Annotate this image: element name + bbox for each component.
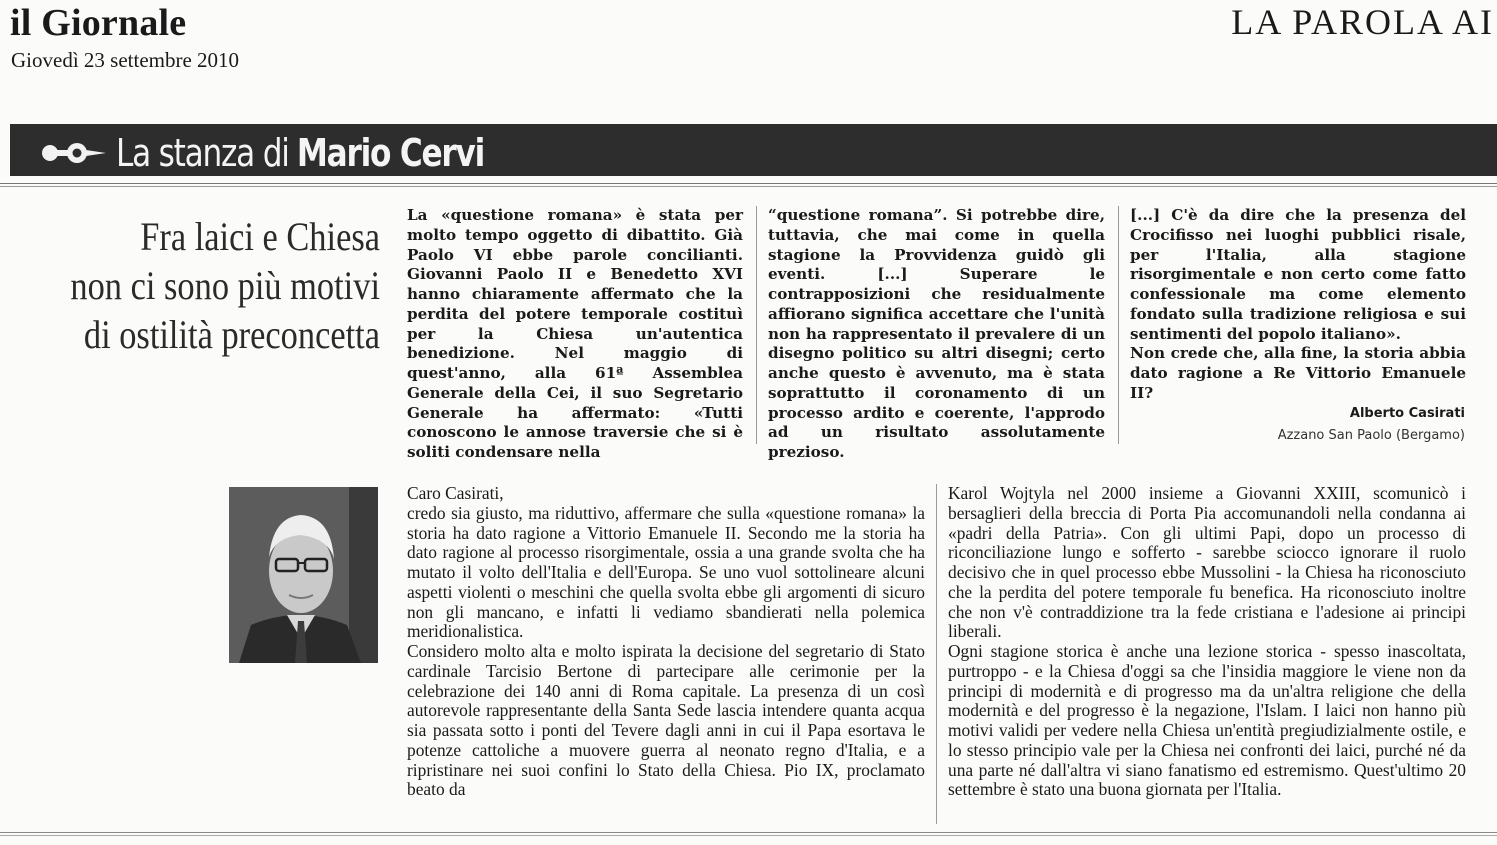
reply-column-2: [948, 484, 1466, 800]
reply-paragraph: Karol Wojtyla nel 2000 insieme a Giovanni XXIII, scomunicò i bersaglieri della breccia di Porta Pia accomunandoli nella condanna ai «padri della Patria». Con gli ultimi Papi, dopo un processo di riconciliazione lungo e sofferto - sarebbe sciocco ignorare il ruolo decisivo che in quel processo ebbe Mussolini - la Chiesa ha riconosciuto che la perdita del potere temporale fu benefica. Ha riconosciuto inoltre che non v'è contraddizione tra la fede cristiana e l'adesione ai principi liberali.: [948, 483, 1466, 642]
headline-line: non ci sono più motivi: [70, 263, 381, 308]
newspaper-name: il Giornale: [10, 2, 187, 44]
column-title: [116, 131, 484, 175]
divider: [0, 186, 1497, 187]
letter-paragraph: “questione romana”. Si potrebbe dire, tuttavia, che mai come in quella stagione la Provvidenza guidò gli eventi. [...] Superare le contrapposizioni che residualmente affiorano significa accettare che l'unità non ha rappresentato il prevalere di un disegno politico su altri disegni; certo anche questo è avvenuto, ma è stata soprattutto il coronamento di un processo ardito e coerente, l'approdo ad un risultato assolutamente prezioso.: [768, 206, 1105, 461]
headline-line: di ostilità preconcetta: [83, 312, 380, 357]
column-divider: [936, 484, 937, 824]
letter-column-2: [768, 206, 1105, 463]
letter-place: Azzano San Paolo (Bergamo): [1277, 428, 1465, 443]
column-divider: [756, 206, 757, 444]
author-photo: [229, 487, 378, 663]
letter-column-1: [407, 206, 743, 463]
reply-column-1: [407, 484, 925, 800]
reply-paragraph: Considero molto alta e molto ispirata la decisione del segretario di Stato cardinale Tarcisio Bertone di partecipare alle cerimonie per la celebrazione dei 140 anni di Roma capitale. La presenza di un così autorevole rappresentante della Santa Sede lascia intendere quanta acqua sia passata sotto i ponti del Tevere dagli anni in cui il Papa esortava le potenze cattoliche a muovere guerra al neonato regno d'Italia, e a ripristinare nei suoi confini lo Stato della Chiesa. Pio IX, proclamato beato da: [407, 641, 925, 800]
divider: [0, 832, 1497, 833]
letter-paragraph: [...] C'è da dire che la presenza del Crocifisso nei luoghi pubblici risale, per l'Italia, alla stagione risorgimentale e non certo come fatto confessionale ma come elemento fondato sulla tradizione religiosa e sui sentimenti del popolo italiano».: [1130, 206, 1466, 343]
letter-signature: Alberto Casirati: [1349, 406, 1465, 421]
publication-date: Giovedì 23 settembre 2010: [11, 48, 240, 72]
section-title: LA PAROLA AI: [1231, 2, 1494, 42]
column-divider: [1118, 206, 1119, 444]
reply-salutation: Caro Casirati,: [407, 483, 504, 503]
pipe-icon: [40, 139, 110, 167]
divider: [0, 183, 1497, 184]
reply-paragraph: Ogni stagione storica è anche una lezione storica - spesso inascoltata, purtroppo - e la Chiesa d'oggi sa che l'insidia maggiore le viene non da principi di modernità e di progresso ma da un'altra religione che della modernità e del progresso è la negazione, l'Islam. I laici non hanno più motivi validi per vedere nella Chiesa un'entità pregiudizialmente ostile, e lo stesso principio vale per la Chiesa nei confronti dei laici, purché né da una parte né dall'altra vi siano fanatismo ed estremismo. Quest'ultimo 20 settembre è stato una buona giornata per l'Italia.: [948, 641, 1466, 800]
headline-line: Fra laici e Chiesa: [140, 214, 380, 259]
letter-paragraph: Non crede che, alla fine, la storia abbia dato ragione a Re Vittorio Emanuele II?: [1130, 344, 1466, 402]
column-title-prefix: La stanza di: [116, 131, 289, 175]
headline: [0, 212, 380, 359]
letter-column-3: [1130, 206, 1466, 404]
divider: [0, 835, 1497, 836]
letter-paragraph: La «questione romana» è stata per molto tempo oggetto di dibattito. Già Paolo VI ebbe parole concilianti. Giovanni Paolo II e Benedetto XVI hanno chiaramente affermato che la perdita del potere temporale costituì per la Chiesa un'autentica benedizione. Nel maggio di quest'anno, alla 61ª Assemblea Generale della Cei, il suo Segretario Generale ha affermato: «Tutti conoscono le annose traversie che si è soliti condensare nella: [407, 206, 743, 461]
reply-paragraph: credo sia giusto, ma riduttivo, affermare che sulla «questione romana» la storia ha dato ragione a Vittorio Emanuele II. Secondo me la storia ha dato ragione al processo risorgimentale, ossia a una grande svolta che ha mutato il volto dell'Italia e dell'Europa. Se uno vuol sottolineare alcuni aspetti violenti o meschini che quella svolta ebbe gli argomenti di sicuro non gli mancano, e infatti li vediamo sbandierati nella polemica meridionalistica.: [407, 502, 925, 642]
column-author: Mario Cervi: [296, 131, 485, 175]
